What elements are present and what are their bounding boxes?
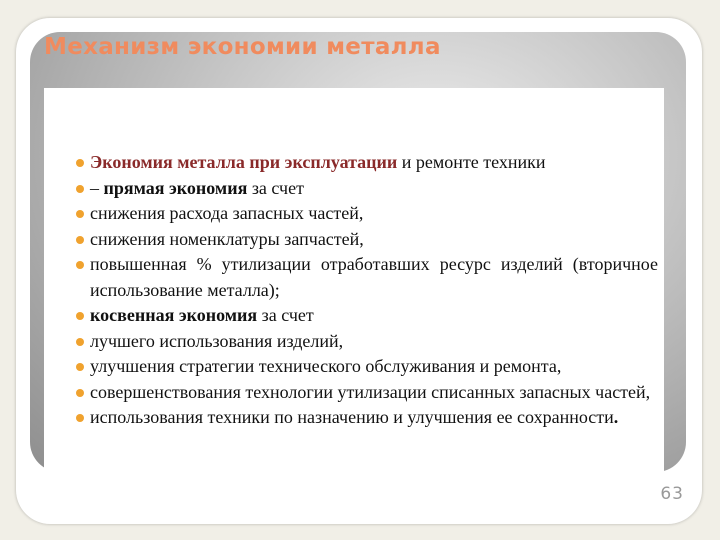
- bullet-text: за счет: [247, 177, 304, 198]
- bullet-icon: [76, 312, 84, 320]
- bullet-icon: [76, 236, 84, 244]
- bullet-icon: [76, 389, 84, 397]
- bullet-text: снижения номенклатуры запчастей,: [90, 228, 364, 249]
- bullet-item: [44, 150, 664, 176]
- bullet-icon: [76, 261, 84, 269]
- bullet-bold: прямая экономия: [103, 177, 248, 198]
- bullet-item: [44, 303, 664, 329]
- bullet-text: улучшения стратегии технического обслуживания и ремонта,: [90, 356, 562, 376]
- bullet-icon: [76, 414, 84, 422]
- bullet-list: [44, 150, 664, 431]
- slide-title: Механизм экономии металла: [44, 34, 441, 60]
- bullet-icon: [76, 363, 84, 371]
- bullet-text: совершенствования технологии утилизации списанных запасных частей,: [90, 381, 651, 402]
- bullet-item: [44, 329, 664, 355]
- bullet-item: [44, 227, 664, 253]
- bullet-icon: [76, 210, 84, 218]
- bullet-item: [44, 252, 664, 303]
- page-number: 63: [660, 484, 684, 504]
- bullet-bold: косвенная экономия: [90, 305, 258, 325]
- bullet-item: [44, 176, 664, 202]
- content-box: [44, 88, 664, 520]
- bullet-end-mark: .: [613, 407, 619, 427]
- bullet-prefix: –: [90, 177, 104, 198]
- bullet-text: лучшего использования изделий,: [90, 330, 344, 351]
- bullet-text: за счет: [257, 305, 314, 325]
- bullet-text: снижения расхода запасных частей,: [90, 203, 364, 223]
- bullet-text: повышенная % утилизации отработавших ресурс изделий (вторичное использование металла);: [90, 254, 658, 300]
- bullet-text: и ремонте техники: [397, 152, 546, 172]
- bullet-item: [44, 405, 664, 431]
- bullet-icon: [76, 338, 84, 346]
- bullet-item: [44, 380, 664, 406]
- bullet-icon: [76, 185, 84, 193]
- bullet-highlight: Экономия металла при эксплуатации: [90, 152, 398, 172]
- bullet-item: [44, 201, 664, 227]
- bullet-item: [44, 354, 664, 380]
- bullet-text: использования техники по назначению и улучшения ее сохранности: [90, 407, 614, 427]
- bullet-icon: [76, 159, 84, 167]
